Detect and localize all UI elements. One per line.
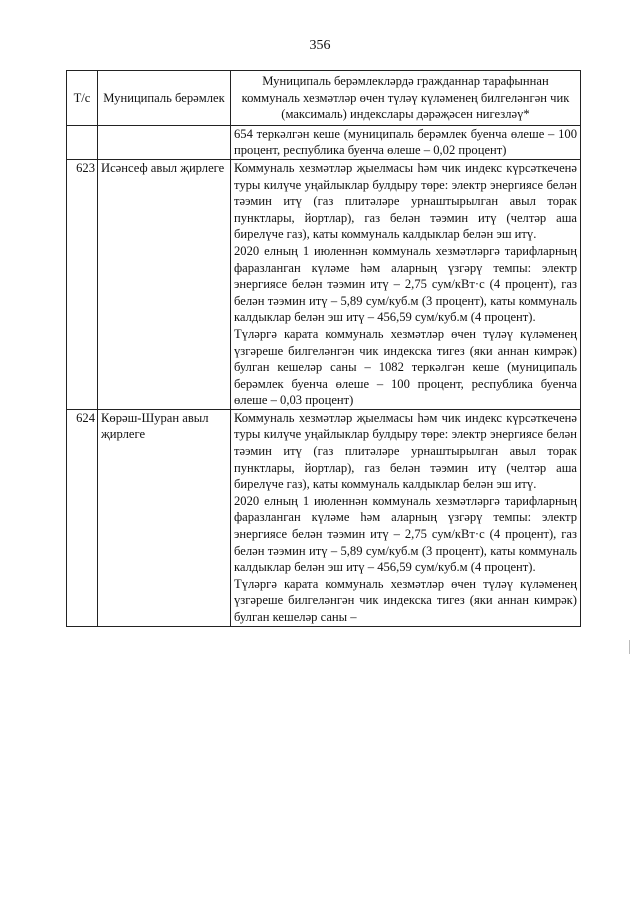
header-municipality: Муниципаль берәмлек xyxy=(98,71,231,126)
row-basis xyxy=(231,409,581,626)
row-number: 624 xyxy=(67,409,98,626)
basis-paragraph: Түләргә карата коммуналь хезмәтләр өчен түләү күләменең үзгәреше билгеләнгән чик индекска тигез (яки аннан кимрәк) булган кешеләр саны – 1082 теркәлгән кеше (муниципаль берәмлек буенча өлеше – 100 процент, республика буенча өлеше – 0,03 процент) xyxy=(234,326,577,408)
row-municipality: Исәнсеф авыл җирлеге xyxy=(98,159,231,409)
page-number: 356 xyxy=(309,38,331,53)
row-number: 623 xyxy=(67,159,98,409)
table-header-row xyxy=(67,71,581,126)
scan-mark xyxy=(629,640,630,654)
basis-paragraph: 654 теркәлгән кеше (муниципаль берәмлек буенча өлеше – 100 процент, республика буенча өлеше – 0,02 процент) xyxy=(234,126,577,158)
basis-paragraph: Коммуналь хезмәтләр җыелмасы һәм чик индекс күрсәткеченә туры килүче уңайлыклар булдыру төре: электр энергиясе белән тәэмин итү (газ плитәләре урнаштырылган авыл торак пунктлары, йортлар), газ белән тәэмин итү (челтәр аша бирелүче газ), каты коммуналь калдыклар белән эш итү. xyxy=(234,160,577,242)
table-row xyxy=(67,159,581,409)
header-number: Т/с xyxy=(67,71,98,126)
table-row xyxy=(67,125,581,159)
tariff-index-table xyxy=(66,70,581,627)
table-row xyxy=(67,409,581,626)
header-basis: Муниципаль берәмлекләрдә гражданнар тарафыннан коммуналь хезмәтләр өчен түләү күләменең билгеләнгән чик (максималь) индекслары дәрәҗәсен нигезләү* xyxy=(231,71,581,126)
row-municipality: Көрәш-Шуран авыл җирлеге xyxy=(98,409,231,626)
basis-paragraph: Коммуналь хезмәтләр җыелмасы һәм чик индекс күрсәткеченә туры килүче уңайлыклар булдыру төре: электр энергиясе белән тәэмин итү (газ плитәләре урнаштырылган авыл торак пунктлары, йортлар), газ белән тәэмин итү (челтәр аша бирелүче газ), каты коммуналь калдыклар белән эш итү. xyxy=(234,410,577,492)
row-basis xyxy=(231,159,581,409)
basis-paragraph: Түләргә карата коммуналь хезмәтләр өчен түләү күләменең үзгәреше билгеләнгән чик индекска тигез (яки аннан кимрәк) булган кешеләр саны – xyxy=(234,576,577,624)
row-municipality xyxy=(98,125,231,159)
basis-paragraph: 2020 елның 1 июленнән коммуналь хезмәтләргә тарифларның фаразланган күләме һәм аларның үзгәрү темпы: электр энергиясе белән тәэмин итү – 2,75 сум/кВт·с (4 процент), газ белән тәэмин итү – 5,89 сум/куб.м (3 процент), каты коммуналь калдыклар белән эш итү – 456,59 сум/куб.м (4 процент). xyxy=(234,493,577,575)
row-basis xyxy=(231,125,581,159)
basis-paragraph: 2020 елның 1 июленнән коммуналь хезмәтләргә тарифларның фаразланган күләме һәм аларның үзгәрү темпы: электр энергиясе белән тәэмин итү – 2,75 сум/кВт·с (4 процент), газ белән тәэмин итү – 5,89 сум/куб.м (3 процент), каты коммуналь калдыклар белән эш итү – 456,59 сум/куб.м (4 процент). xyxy=(234,243,577,325)
row-number xyxy=(67,125,98,159)
